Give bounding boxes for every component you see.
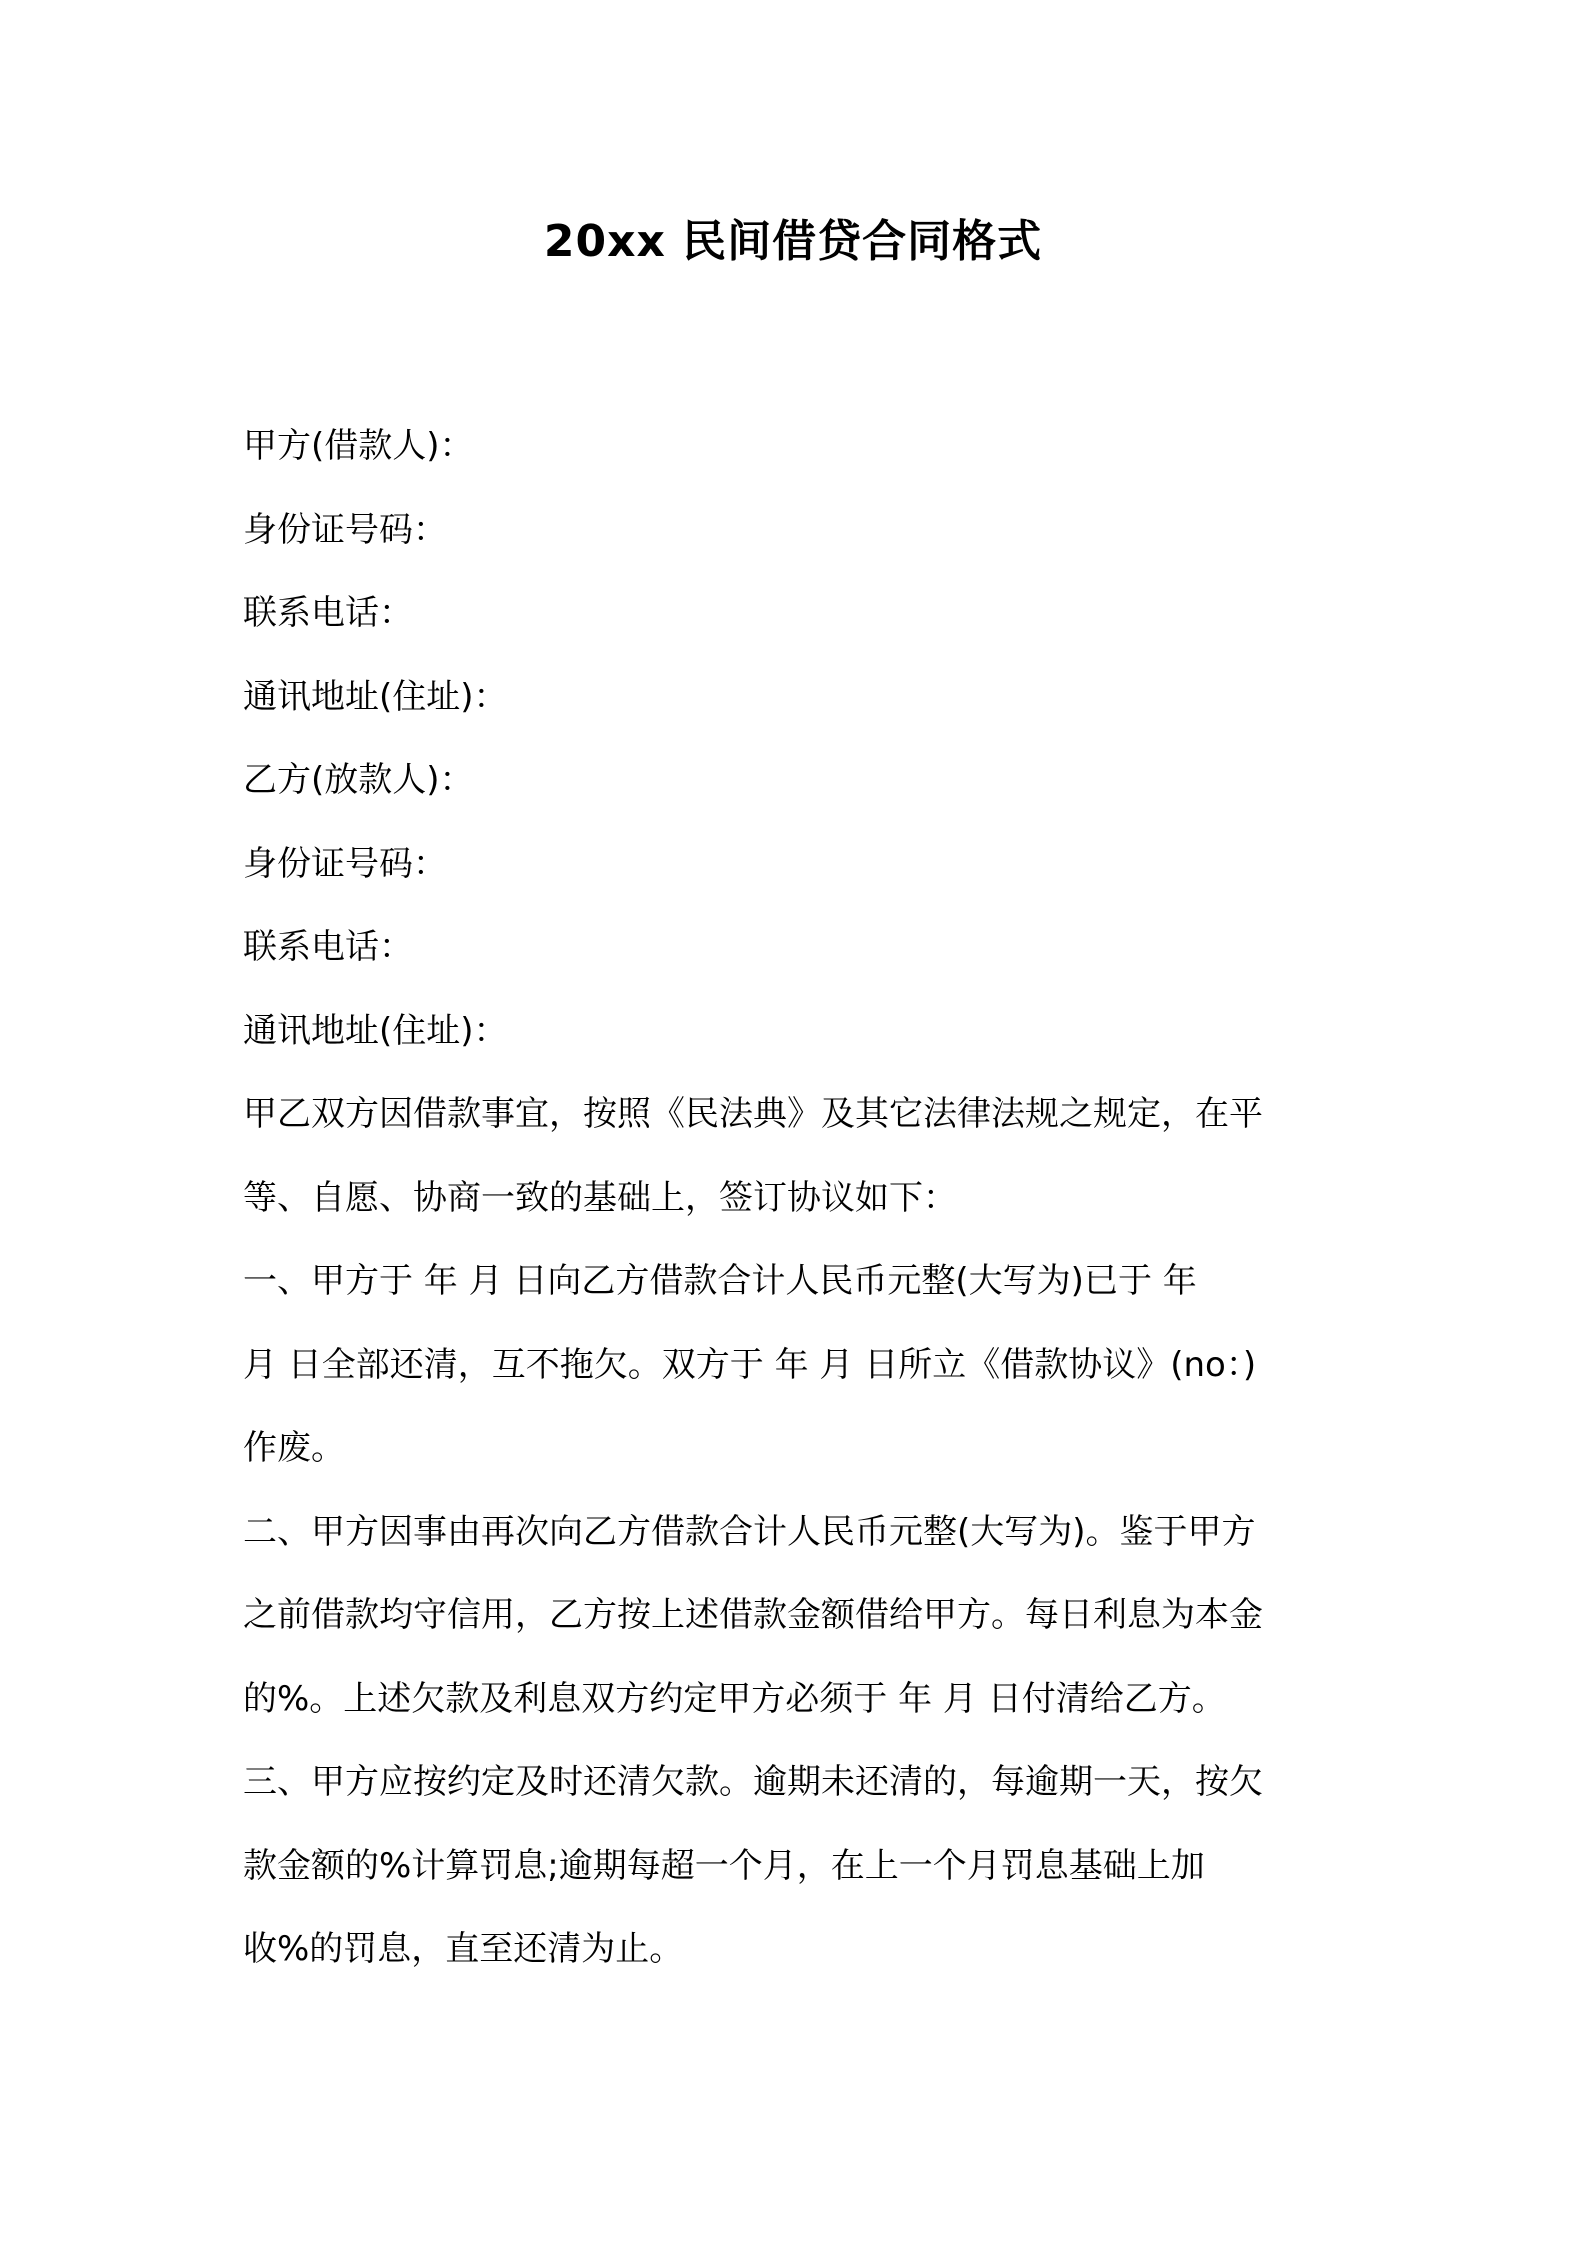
- document-title: 20xx 民间借贷合同格式: [543, 216, 1043, 267]
- clause-3-line: 三、甲方应按约定及时还清欠款。逾期未还清的，每逾期一天，按欠: [243, 1762, 1263, 1802]
- party-b-name-line: 乙方(放款人)：: [243, 760, 474, 800]
- clause-1-line: 月 日全部还清，互不拖欠。双方于 年 月 日所立《借款协议》(no：): [243, 1344, 1257, 1385]
- clause-2-line: 的%。上述欠款及利息双方约定甲方必须于 年 月 日付清给乙方。: [243, 1678, 1226, 1719]
- preamble-line: 甲乙双方因借款事宜，按照《民法典》及其它法律法规之规定，在平: [243, 1094, 1263, 1134]
- clause-2-line: 之前借款均守信用，乙方按上述借款金额借给甲方。每日利息为本金: [243, 1595, 1263, 1635]
- clause-3-line: 款金额的%计算罚息;逾期每超一个月，在上一个月罚息基础上加: [243, 1845, 1205, 1886]
- party-a-name-line: 甲方(借款人)：: [243, 426, 474, 466]
- party-b-address-line: 通讯地址(住址)：: [243, 1010, 508, 1051]
- party-a-id-line: 身份证号码：: [243, 509, 447, 550]
- clause-2-line: 二、甲方因事由再次向乙方借款合计人民币元整(大写为)。鉴于甲方: [243, 1511, 1256, 1552]
- party-b-id-line: 身份证号码：: [243, 843, 447, 884]
- clause-1-line: 一、甲方于 年 月 日向乙方借款合计人民币元整(大写为)已于 年: [243, 1261, 1197, 1301]
- document-body: [243, 405, 1363, 1992]
- clause-3-line: 收%的罚息，直至还清为止。: [243, 1929, 684, 1969]
- clause-1-line: 作废。: [243, 1428, 345, 1468]
- party-a-address-line: 通讯地址(住址)：: [243, 676, 508, 717]
- preamble-line: 等、自愿、协商一致的基础上，签订协议如下：: [243, 1177, 957, 1218]
- party-b-phone-line: 联系电话：: [243, 927, 413, 967]
- party-a-phone-line: 联系电话：: [243, 593, 413, 633]
